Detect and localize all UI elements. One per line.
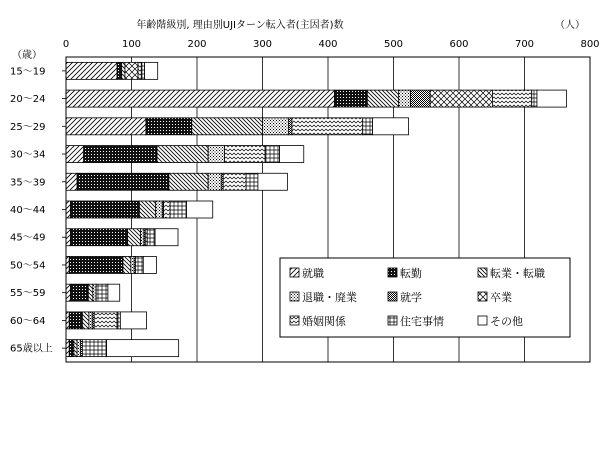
x-tick-300: 300 bbox=[252, 39, 273, 50]
bar-segment bbox=[280, 146, 304, 163]
x-tick-700: 700 bbox=[514, 39, 535, 50]
category-label: 50～54 bbox=[10, 260, 46, 272]
bar-segment bbox=[71, 229, 128, 246]
category-label: 35～39 bbox=[10, 177, 46, 189]
bar-segment bbox=[363, 118, 373, 135]
bar-segment bbox=[292, 118, 363, 135]
bar-segment bbox=[131, 256, 134, 273]
bar-segment bbox=[225, 146, 266, 163]
x-tick-400: 400 bbox=[318, 39, 338, 50]
legend-swatch bbox=[290, 268, 299, 277]
legend-swatch bbox=[388, 316, 397, 325]
bar-segment bbox=[66, 62, 117, 79]
bar-segment bbox=[107, 340, 179, 357]
y-axis-unit: （歳） bbox=[12, 50, 42, 61]
bar-segment bbox=[88, 284, 93, 301]
bar-segment bbox=[69, 340, 74, 357]
bar-segment bbox=[69, 256, 123, 273]
legend-label: 婚姻関係 bbox=[302, 315, 346, 328]
category-label: 15～19 bbox=[10, 66, 46, 78]
category-label: 25～29 bbox=[10, 121, 46, 133]
legend-swatch bbox=[290, 292, 299, 301]
category-label: 65歳以上 bbox=[10, 343, 53, 355]
legend-swatch bbox=[478, 316, 487, 325]
bar-segment bbox=[145, 62, 158, 79]
legend-label: 住宅事情 bbox=[400, 315, 444, 328]
category-label: 40～44 bbox=[10, 205, 46, 216]
bar-segment bbox=[146, 118, 192, 135]
legend-label: 転勤 bbox=[400, 267, 422, 280]
legend-label: 転業・転職 bbox=[490, 267, 545, 280]
bar-segment bbox=[66, 146, 84, 163]
legend-label: 退職・廃業 bbox=[302, 291, 357, 304]
bar-segment bbox=[66, 201, 71, 218]
x-tick-800: 800 bbox=[580, 39, 600, 50]
bar-segment bbox=[192, 118, 263, 135]
category-label: 60～64 bbox=[10, 315, 46, 327]
bar-segment bbox=[66, 118, 146, 135]
x-tick-labels bbox=[63, 39, 600, 50]
bar-segment bbox=[258, 173, 287, 190]
bar-segment bbox=[77, 173, 169, 190]
bar-segment bbox=[265, 146, 279, 163]
bar-segment bbox=[66, 90, 335, 107]
x-tick-200: 200 bbox=[187, 39, 207, 50]
bar-segment bbox=[117, 312, 120, 329]
legend-swatch bbox=[478, 292, 487, 301]
x-tick-600: 600 bbox=[449, 39, 469, 50]
bar-segment bbox=[141, 229, 144, 246]
bar-segment bbox=[120, 312, 146, 329]
bar-segment bbox=[492, 90, 531, 107]
category-label: 55～59 bbox=[10, 288, 46, 300]
bar-segment bbox=[246, 173, 258, 190]
legend-label: 卒業 bbox=[490, 291, 512, 304]
bar-segment bbox=[208, 146, 224, 163]
legend-swatch bbox=[478, 268, 487, 277]
bar-segment bbox=[128, 229, 141, 246]
bar-segment bbox=[117, 62, 122, 79]
category-label: 30～34 bbox=[10, 149, 46, 161]
legend-label: 就職 bbox=[302, 267, 324, 280]
bar-segment bbox=[89, 312, 92, 329]
bar-segment bbox=[71, 201, 140, 218]
bar-segment bbox=[71, 284, 89, 301]
bar-segment bbox=[66, 173, 77, 190]
bar-segment bbox=[187, 201, 213, 218]
x-tick-0: 0 bbox=[62, 39, 70, 50]
legend-label: 就学 bbox=[400, 291, 422, 304]
bar-segment bbox=[223, 173, 246, 190]
category-labels bbox=[10, 66, 53, 354]
bar-segment bbox=[135, 256, 143, 273]
bar-segment bbox=[147, 229, 155, 246]
bar-segment bbox=[335, 90, 368, 107]
bar-segment bbox=[157, 146, 208, 163]
x-tick-100: 100 bbox=[121, 39, 142, 50]
category-label: 20～24 bbox=[10, 94, 46, 106]
bar-segment bbox=[367, 90, 398, 107]
bar-segment bbox=[94, 312, 117, 329]
legend-swatch bbox=[290, 316, 299, 325]
bar-segment bbox=[74, 340, 77, 357]
chart-title: 年齢階級別, 理由別UJIターン転入者(主因者)数 bbox=[136, 20, 344, 31]
x-axis-unit: （人） bbox=[555, 20, 585, 31]
bar-segment bbox=[108, 284, 120, 301]
bar-segment bbox=[430, 90, 492, 107]
x-tick-500: 500 bbox=[383, 39, 404, 50]
bar-segment bbox=[82, 312, 89, 329]
bar-segment bbox=[141, 62, 144, 79]
bar-segment bbox=[122, 62, 125, 79]
bar-segment bbox=[170, 201, 186, 218]
bar-segment bbox=[96, 284, 108, 301]
bar-segment bbox=[373, 118, 409, 135]
bar-segment bbox=[399, 90, 411, 107]
bar-segment bbox=[537, 90, 566, 107]
bar-segment bbox=[123, 256, 131, 273]
legend-swatch bbox=[388, 268, 397, 277]
bar-segment bbox=[138, 62, 141, 79]
bar-segment bbox=[93, 284, 96, 301]
bar-segment bbox=[84, 146, 157, 163]
bar-segment bbox=[66, 284, 71, 301]
bar-segment bbox=[263, 118, 289, 135]
bar-segment bbox=[69, 312, 82, 329]
bar-segment bbox=[208, 173, 221, 190]
bar-segment bbox=[82, 340, 106, 357]
legend-label: その他 bbox=[490, 315, 523, 328]
bar-segment bbox=[156, 201, 163, 218]
bar-segment bbox=[289, 118, 292, 135]
bar-segment bbox=[164, 201, 171, 218]
bar-segment bbox=[66, 229, 71, 246]
bar-segment bbox=[139, 201, 155, 218]
category-label: 45～49 bbox=[10, 232, 46, 244]
legend bbox=[280, 258, 570, 337]
bar-segment bbox=[411, 90, 431, 107]
bar-segment bbox=[169, 173, 208, 190]
bar-segment bbox=[125, 62, 138, 79]
bar-segment bbox=[532, 90, 537, 107]
bar-segment bbox=[143, 256, 156, 273]
legend-swatch bbox=[388, 292, 397, 301]
bar-segment bbox=[77, 340, 80, 357]
bar-segment bbox=[155, 229, 178, 246]
